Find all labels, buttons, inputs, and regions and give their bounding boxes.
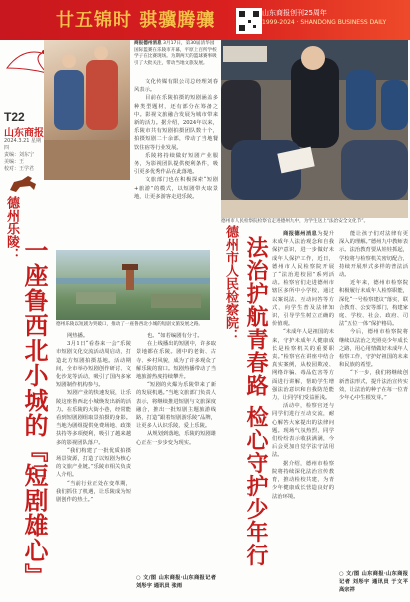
page-number: T22 — [4, 110, 25, 124]
paragraph: 近年来，德州市检察院积极履行未成年人检察职能，深化“一号检察建议”落实，联合教育、公安等部门，构建家庭、学校、社会、政府、司法“五位一体”保护格局。 — [339, 280, 408, 328]
paragraph: 乐陵将持续做好短剧产业服务，为影视团队提供便利条件，吸引更多优秀作品在此落地。 — [134, 152, 218, 176]
left-article-kicker: 德州乐陵： — [4, 196, 19, 261]
left-article-headline: 一座鲁西北小城的『短剧雄心』 — [20, 238, 49, 588]
basketball-photo-caption — [134, 41, 218, 67]
banner-title: 廿五锦时 骐骥腾骧 — [56, 10, 216, 31]
paragraph: 文旅部门也在积极探索“短剧+旅游”的模式，以短剧带火取景地，让更多游客走进乐陵。 — [134, 177, 218, 200]
paragraph: 在上线播出的短剧中，许多取景地都在乐陵。剧中的老街、古寺、乡村风貌，成为了许多观众了解乐陵的窗口。短剧热播带动了当地旅游热度持续攀升。 — [136, 341, 216, 381]
paragraph: “当前行业正处在变革期，我们抓住了机遇，让乐陵成为短剧创作的热土。” — [56, 480, 131, 504]
paragraph: “下一步，我们将继续创新普法形式，提升法治宣传实效，让法治的种子在每一位青少年心中生根发芽。” — [339, 370, 408, 402]
aerial-city-photo — [56, 250, 210, 320]
page-section-name: 山东商报 — [4, 128, 44, 139]
right-article-col1 — [272, 230, 334, 600]
page-proofreader: 校对：王学君 — [4, 166, 35, 172]
paragraph: 也。“如若编剧有分寸。 — [147, 333, 203, 339]
right-article-col2 — [339, 230, 408, 560]
paragraph: 短剧产业的快速发展，让乐陵这座鲁西北小城焕发出新的活力。在乐陵的大街小巷，经常能看到短剧剧组取景拍摄的身影。当地为剧组提供免费场地、政策扶持等多项便利，吸引了越来越多的影视团队落户。 — [56, 390, 131, 446]
page-designer: 美编：王 — [4, 159, 25, 165]
right-article-kicker: 德州市人民检察院： — [223, 225, 238, 342]
left-article-col3 — [136, 332, 216, 568]
paragraph: 能让孩子们对法律有更深入的理解。”德州九中教师表示。法治教育要从娃娃抓起，学校将与检察机关密切配合，持续开展形式多样的普法活动。 — [339, 231, 408, 279]
classroom-photo — [221, 40, 408, 218]
qr-code-icon — [236, 8, 262, 34]
caption-lead: 商报德州消息 — [134, 41, 162, 46]
left-article-col2 — [56, 332, 131, 600]
article-lead: 商报德州消息 — [283, 231, 318, 237]
paragraph: 今后，德州市检察院将继续以法治之光照亮少年成长之路，用心用情做好未成年人检察工作，守护好祖国的未来和民族的希望。 — [339, 329, 408, 369]
page-meta — [4, 138, 42, 173]
page-date: 2024.3.21 星期四 — [4, 138, 42, 151]
paragraph: 3月1日“看春来一会”乐陵市短剧文化交流活动周启动，打造北方短剧拍摄基地。活动期间，全市举办短剧创作研讨、文化沙龙等活动，吸引了国内多家短剧制作机构参与。 — [56, 341, 131, 389]
aerial-photo-caption: 德州乐陵以短剧为突破口，推动了一座鲁西北小城的短剧文旅发展之路。 — [56, 322, 204, 327]
paragraph: 文化传媒有限公司总经理刘春风表示。 — [134, 79, 218, 94]
paragraph: “短剧的火爆为乐陵带来了新的发展机遇。”当地文旅部门负责人表示，将继续推进短剧与文旅深度融合，推出一批短剧主题旅游线路，打造“跟着短剧游乐陵”品牌，让更多人认识乐陵、爱上乐陵。 — [136, 382, 216, 430]
page-editor: 责编：刘东宁 — [4, 152, 35, 158]
caption-text: 3月17日，第30届清华园国际篮赛在乐陵市开幕，平原上百所学校学子在比赛现场。为期两天的篮球赛事吸引了大批关注，带动当地文旅发展。 — [134, 41, 217, 66]
horse-icon — [6, 172, 42, 194]
banner-subtitle-en: 1999-2024 · SHANDONG BUSINESS DAILY — [262, 19, 387, 26]
paragraph: 据介绍，德州市检察院将持续深化法治宣传教育，推动检校共建，为青少年健康成长营造良好的法治环境。 — [272, 460, 334, 500]
classroom-photo-caption: 德州市人民检察院检察官走进德州九中，为学生送上“法治安全文化节”。 — [221, 219, 369, 224]
paragraph: 目前在乐陵拍摄的短剧涵盖多种类型题材，还有部分在筹备之中。影视文旅融合发展为城市带来新的活力。据介绍，2024年以来，乐陵市共有短剧拍摄团队数十个，拍摄短剧二十余部，带动了当地餐饮住宿等行业发展。 — [134, 95, 218, 151]
paragraph: 活动中，检察官还与同学们进行互动交流，耐心解答大家提出的法律问题。现场气氛热烈，同学们纷纷表示收获满满，今后会更加自觉学法守法用法。 — [272, 403, 334, 459]
paragraph: 为提升未成年人法治观念和自我保护意识，进一步做好未成年人保护工作，近日，德州市人民检察院开展了“法治进校园”系列活动。检察官们走进德州市辖区多所中小学校，通过以案说法、互动问答等方式，向学生普及法律知识，引导学生树立正确的价值观。 — [272, 231, 334, 328]
banner-subtitle: 山东商报创刊25周年 — [262, 9, 327, 17]
left-article-credit: ○ 文/图 山东商报·山东商报记者 刘彤宇 通讯员 张雨 — [136, 575, 216, 590]
left-article-col1 — [134, 78, 218, 246]
paragraph: 网热播。 — [67, 333, 89, 339]
paragraph: “未成年人是祖国的未来，守护未成年人健康成长是检察机关的重要职责。”检察官在讲座中结合真实案例，从校园欺凌、网络诈骗、毒品危害等方面进行讲解，帮助学生增强法治意识和自我防范能力，让同学们受益匪浅。 — [272, 329, 334, 402]
paragraph: “我们构建了一批优质拍摄场景资源，打造了以短剧为核心的文旅产业链。”乐陵市相关负责人介绍。 — [56, 447, 131, 479]
right-article-credit: ○ 文/图 山东商报·山东商报记者 刘彤宇 通讯员 于文平 高宗祥 — [339, 571, 408, 594]
paragraph: 从规划到落地，乐陵的短剧雄心正在一步步变为现实。 — [136, 431, 216, 446]
basketball-photo — [44, 40, 130, 180]
right-article-headline: 法治护航青春路 检心守护少年行 — [243, 236, 269, 567]
